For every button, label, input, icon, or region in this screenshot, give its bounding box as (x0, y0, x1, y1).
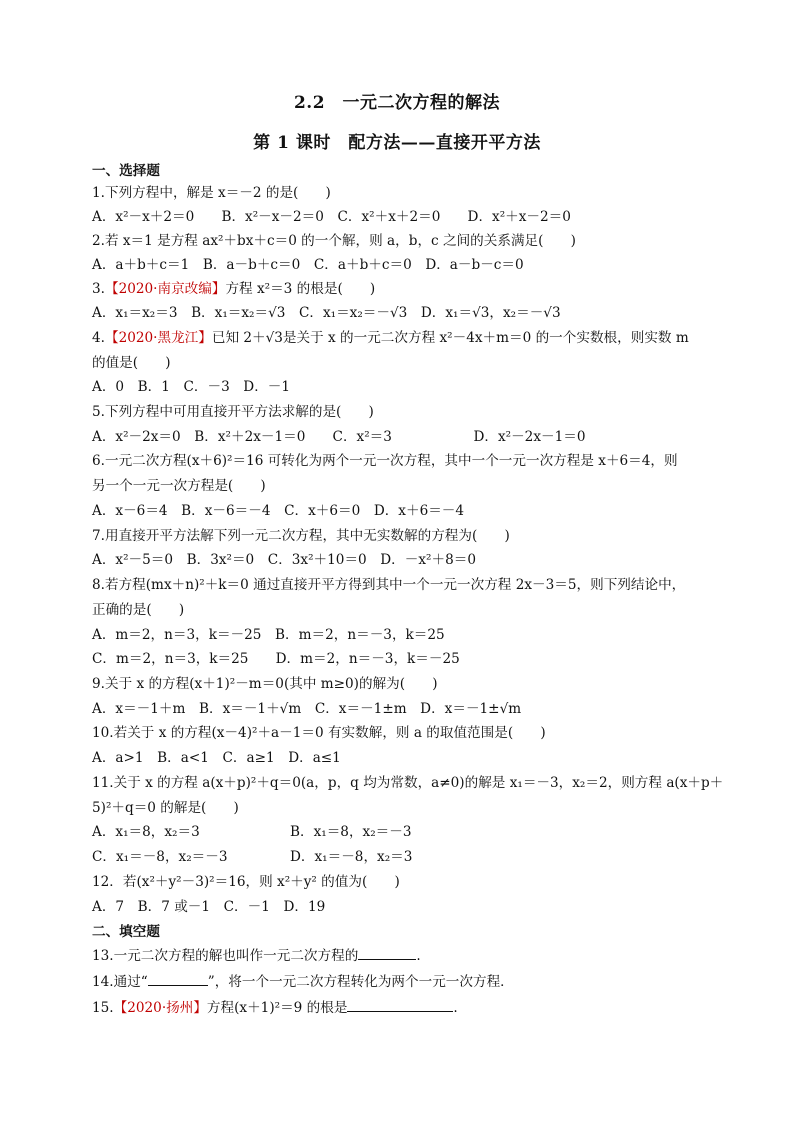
answer-blank[interactable] (358, 947, 416, 960)
question-6-options: A．x－6＝4 B．x－6＝－4 C．x＋6＝0 D．x＋6＝－4 (92, 503, 465, 519)
question-4 (92, 329, 689, 347)
question-end: . (416, 948, 421, 964)
question-11: 11.关于 x 的方程 a(x＋p)²＋q＝0(a，p，q 均为常数，a≠0)的解是 x₁＝－3，x₂＝2，则方程 a(x＋p＋ (92, 775, 724, 791)
question-6: 6.一元二次方程(x＋6)²＝16 可转化为两个一元一次方程，其中一个一元一次方程是 x＋6＝4，则 (92, 453, 678, 469)
question-4-continued: 的值是( ) (92, 355, 171, 371)
question-7: 7.用直接开平方法解下列一元二次方程，其中无实数解的方程为( ) (92, 528, 510, 544)
question-2: 2.若 x＝1 是方程 ax²＋bx＋c＝0 的一个解，则 a，b，c 之间的关系满足( ) (92, 233, 576, 249)
question-number: 4. (92, 330, 105, 346)
question-text: 已知 2＋√3是关于 x 的一元二次方程 x²－4x＋m＝0 的一个实数根，则实数 m (211, 330, 689, 346)
question-8-options-cd: C．m＝2，n＝3，k＝25 D．m＝2，n＝－3，k＝－25 (92, 651, 460, 667)
source-tag: 【2020·黑龙江】 (104, 330, 212, 346)
question-number: 3. (92, 281, 105, 297)
question-number: 15. (92, 1000, 114, 1016)
question-text: 14.通过“ (92, 974, 148, 990)
source-tag: 【2020·南京改编】 (104, 281, 226, 297)
question-1-options: A．x²－x＋2＝0 B．x²－x－2＝0 C．x²＋x＋2＝0 D．x²＋x－2＝0 (92, 209, 571, 225)
question-12-options: A．7 B．7 或－1 C．－1 D．19 (92, 899, 326, 915)
question-text: 方程 x²＝3 的根是( ) (225, 281, 376, 297)
lesson-subtitle: 第 1 课时 配方法——直接开平方法 (253, 133, 541, 153)
question-8: 8.若方程(mx＋n)²＋k＝0 通过直接开平方得到其中一个一元一次方程 2x－3＝5，则下列结论中， (92, 577, 686, 593)
question-7-options: A．x²－5＝0 B．3x²＝0 C．3x²＋10＝0 D．－x²＋8＝0 (92, 552, 476, 568)
answer-blank[interactable] (347, 999, 453, 1012)
question-text-end: ”，将一个一元二次方程转化为两个一元一次方程． (207, 974, 514, 990)
question-2-options: A．a＋b＋c＝1 B．a－b＋c＝0 C．a＋b＋c＝0 D．a－b－c＝0 (92, 257, 524, 273)
question-1: 1.下列方程中，解是 x＝－2 的是( ) (92, 185, 331, 201)
question-8-continued: 正确的是( ) (92, 602, 185, 618)
question-end: . (453, 1000, 458, 1016)
question-3 (92, 280, 375, 298)
question-10: 10.若关于 x 的方程(x－4)²＋a－1＝0 有实数解，则 a 的取值范围是( ) (92, 725, 546, 741)
question-5: 5.下列方程中可用直接开平方法求解的是( ) (92, 404, 374, 420)
question-6-continued: 另一个一元一次方程是( ) (92, 478, 266, 494)
question-11-continued: 5)²＋q＝0 的解是( ) (92, 800, 239, 816)
question-12: 12．若(x²＋y²－3)²＝16，则 x²＋y² 的值为( ) (92, 874, 400, 890)
section-heading-fill: 二、填空题 (92, 924, 160, 940)
question-11-option-d: D．x₁＝－8，x₂＝3 (290, 849, 413, 865)
question-10-options: A．a>1 B．a<1 C．a≥1 D．a≤1 (92, 750, 341, 766)
question-11-option-c: C．x₁＝－8，x₂＝－3 (92, 849, 228, 865)
question-text: 方程(x＋1)²＝9 的根是 (206, 1000, 348, 1016)
question-4-options: A．0 B．1 C．－3 D．－1 (92, 379, 291, 395)
question-5-options: A．x²－2x＝0 B．x²＋2x－1＝0 C．x²＝3 D．x²－2x－1＝0 (92, 429, 586, 445)
question-13 (92, 947, 421, 965)
question-3-options: A．x₁＝x₂＝3 B．x₁＝x₂＝√3 C．x₁＝x₂＝－√3 D．x₁＝√3，x₂＝－√3 (92, 305, 561, 321)
section-heading-choice: 一、选择题 (92, 163, 160, 179)
question-11-option-a: A．x₁＝8，x₂＝3 (92, 824, 200, 840)
question-8-options-ab: A．m＝2，n＝3，k＝－25 B．m＝2，n＝－3，k＝25 (92, 627, 445, 643)
question-9-options: A．x＝－1＋m B．x＝－1＋√m C．x＝－1±m D．x＝－1±√m (92, 701, 522, 717)
question-text: 13.一元二次方程的解也叫作一元二次方程的 (92, 948, 359, 964)
question-15 (92, 999, 458, 1017)
question-14 (92, 973, 514, 991)
source-tag: 【2020·扬州】 (113, 1000, 207, 1016)
question-11-option-b: B．x₁＝8，x₂＝－3 (290, 824, 412, 840)
section-title: 2.2 一元二次方程的解法 (293, 93, 501, 113)
question-9: 9.关于 x 的方程(x＋1)²－m＝0(其中 m≥0)的解为( ) (92, 676, 438, 692)
answer-blank[interactable] (148, 973, 208, 986)
